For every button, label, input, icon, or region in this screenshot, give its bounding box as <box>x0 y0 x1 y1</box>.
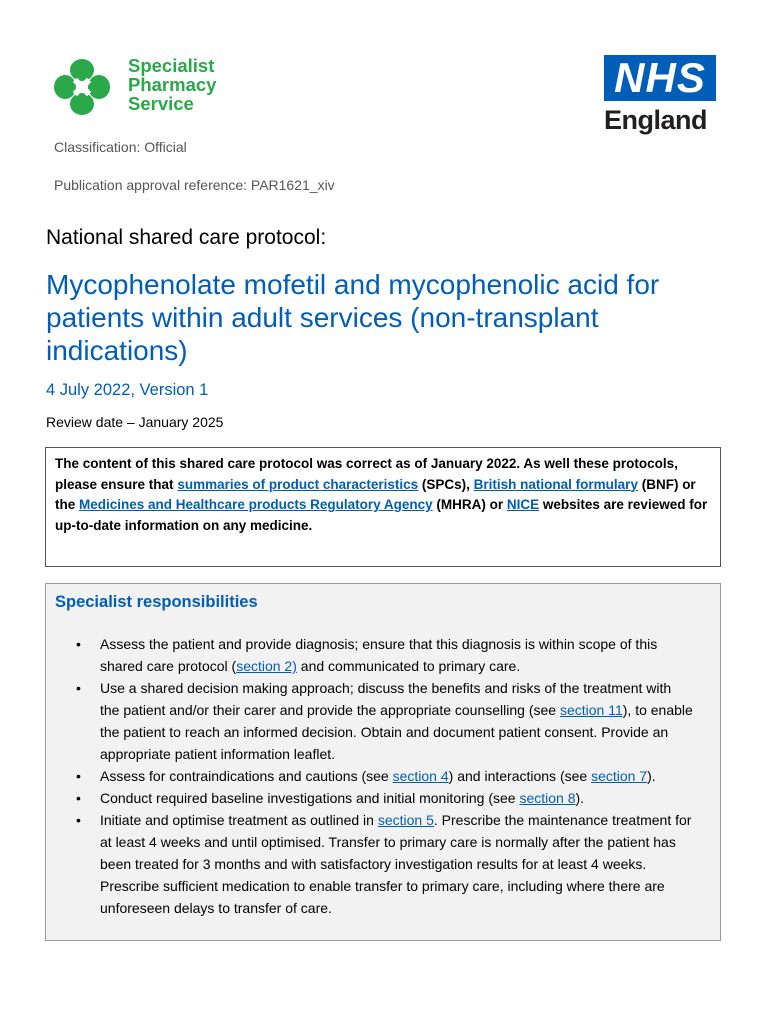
list-item-text: Use a shared decision making approach; discuss the benefits and risks of the treatment with the patient and/or their carer and provide the appropriate counselling (see <box>100 680 672 718</box>
list-item-text: ) and interactions (see <box>448 768 592 784</box>
classification-label: Classification: Official <box>54 139 187 155</box>
sps-clover-icon <box>52 57 112 117</box>
list-item <box>100 677 694 765</box>
list-item <box>100 633 694 677</box>
list-item-text: Initiate and optimise treatment as outlined in <box>100 812 378 828</box>
list-item <box>100 787 694 809</box>
list-item-text: ), to enable the patient to reach an informed decision. Obtain and document patient consent. Provide an appropriate patient information leaflet. <box>100 702 693 762</box>
date-version: 4 July 2022, Version 1 <box>46 381 209 399</box>
responsibilities-list <box>46 633 694 919</box>
notice-text: (BNF) or the <box>55 476 696 512</box>
nhs-badge: NHS <box>604 55 716 101</box>
list-item-text: ). <box>575 790 585 806</box>
review-date: Review date – January 2025 <box>46 414 224 430</box>
list-item-text: and communicated to primary care. <box>296 658 521 674</box>
list-item <box>100 809 694 919</box>
notice-text: websites are reviewed for up-to-date information on any medicine. <box>55 497 708 533</box>
list-item-text: . Prescribe the maintenance treatment for at least 4 weeks and until optimised. Transfer to primary care is normally after the patient has been treated for 3 months and with satisfactory investigation results for at least 4 weeks. Prescribe sufficient medication to enable transfer to primary care, including where there are unforeseen delays to transfer of care. <box>100 812 692 916</box>
list-item-text: Conduct required baseline investigations and initial monitoring (see <box>100 790 520 806</box>
nhs-england-logo <box>604 55 720 136</box>
nice-link[interactable]: NICE <box>506 497 540 512</box>
publication-reference: Publication approval reference: PAR1621_xiv <box>54 177 335 193</box>
mhra-link[interactable]: Medicines and Healthcare products Regulatory Agency <box>79 497 433 512</box>
list-item <box>100 765 694 787</box>
notice-text: (SPCs), <box>418 476 474 492</box>
section-4-link[interactable]: section 4 <box>392 768 449 784</box>
sps-logo <box>52 55 242 115</box>
section-11-link[interactable]: section 11 <box>559 702 623 718</box>
document-type: National shared care protocol: <box>46 226 327 249</box>
page-title: Mycophenolate mofetil and mycophenolic acid for patients within adult services (non-transplant indications) <box>46 269 660 366</box>
sps-wordmark-line-3: Service <box>128 93 194 114</box>
bnf-link[interactable]: British national formulary <box>473 476 638 492</box>
list-item-text: Assess the patient and provide diagnosis; ensure that this diagnosis is within scope of this shared care protocol ( <box>100 636 658 674</box>
specialist-responsibilities-box <box>45 583 721 941</box>
spc-link[interactable]: summaries of product characteristics <box>177 476 419 492</box>
notice-text: (MHRA) or <box>432 497 507 512</box>
sps-wordmark-line-2: Pharmacy <box>128 74 217 95</box>
notice-box <box>45 447 721 567</box>
list-item-text: ). <box>647 768 656 784</box>
notice-text: The content of this shared care protocol was correct as of January 2022. As well these protocols, please ensure that <box>55 456 678 492</box>
section-2-link[interactable]: section 2) <box>236 658 297 674</box>
responsibilities-heading: Specialist responsibilities <box>55 593 258 611</box>
section-7-link[interactable]: section 7 <box>591 768 648 784</box>
list-item-text: Assess for contraindications and cautions (see <box>100 768 393 784</box>
sps-wordmark <box>128 56 216 113</box>
sps-wordmark-line-1: Specialist <box>128 55 215 76</box>
nhs-region-name: England <box>604 105 707 135</box>
section-8-link[interactable]: section 8 <box>519 790 576 806</box>
section-5-link[interactable]: section 5 <box>377 812 434 828</box>
